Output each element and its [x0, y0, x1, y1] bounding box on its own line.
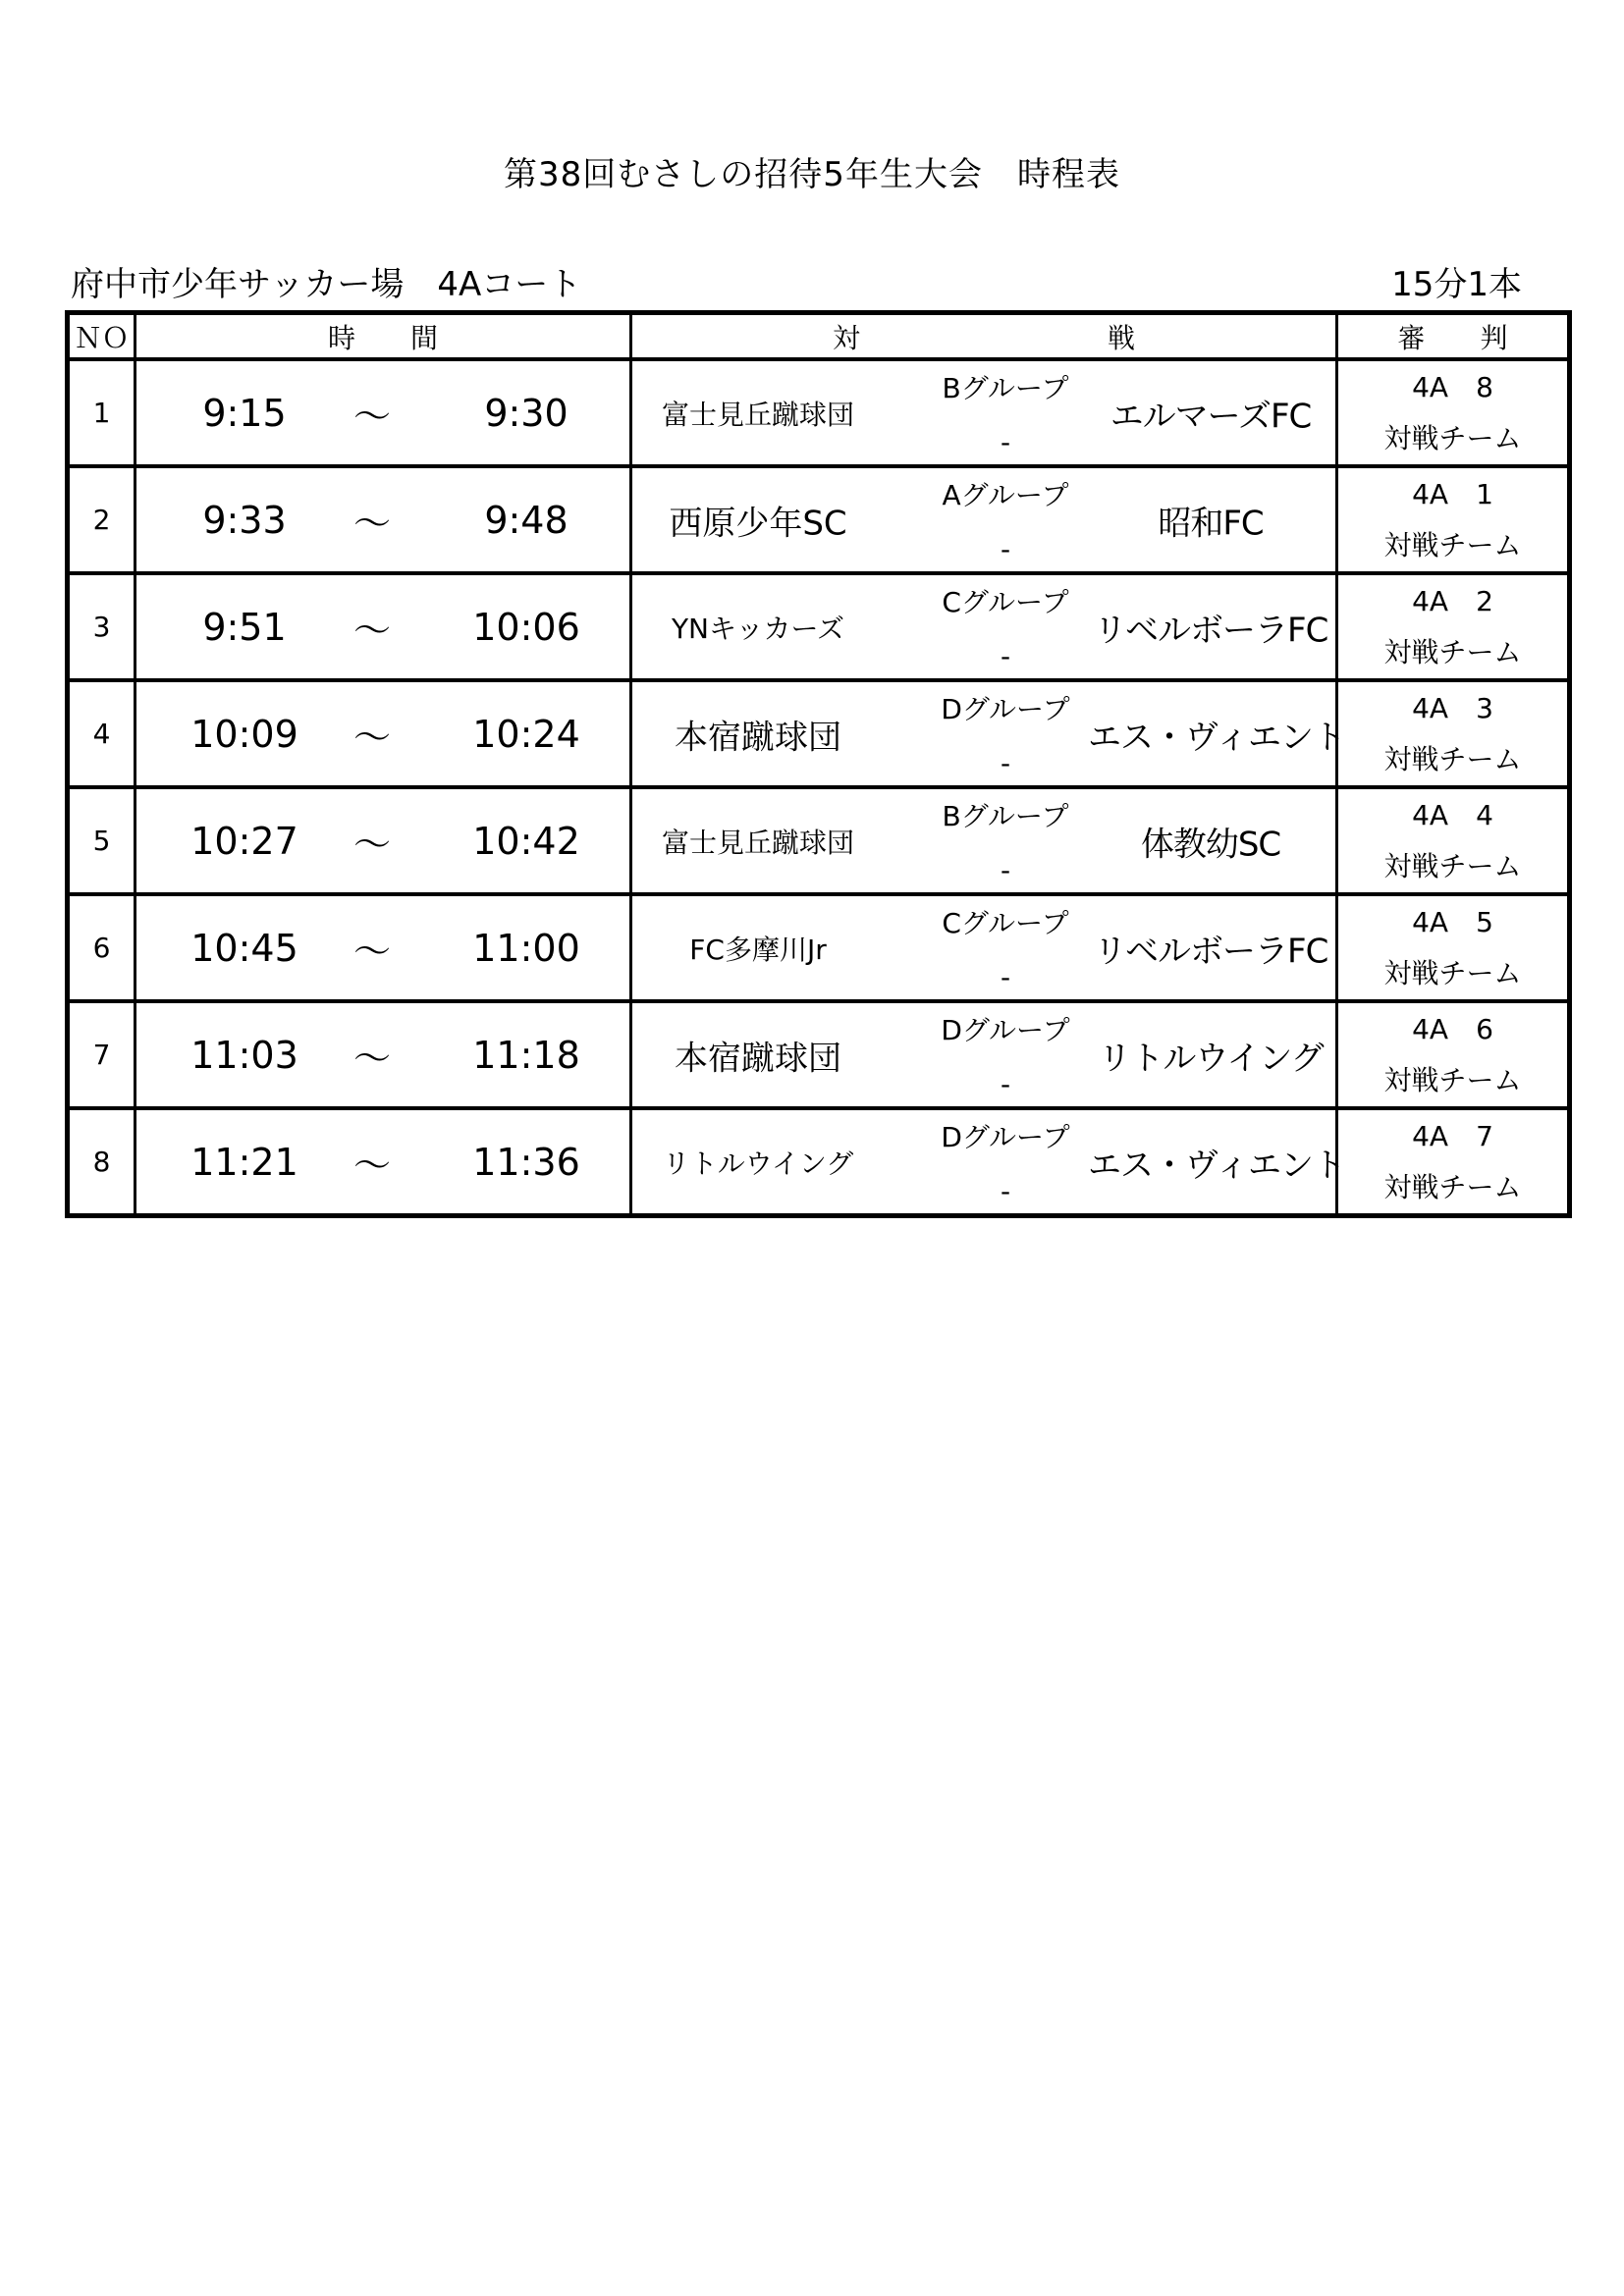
- referee-cell: [1337, 787, 1570, 894]
- away-team: リベルボーラFC: [1093, 932, 1328, 971]
- time-separator: ～: [352, 395, 391, 438]
- match-cell: [631, 1001, 1337, 1108]
- header-time: 時 間: [135, 313, 631, 360]
- end-time: 10:24: [472, 712, 580, 756]
- referee-code: 4A 1: [1412, 477, 1493, 510]
- group-label: Bグループ: [942, 372, 1069, 404]
- match-cell: [631, 359, 1337, 466]
- match-format-label: 15分1本: [1391, 265, 1522, 304]
- time-cell: [135, 466, 631, 573]
- start-time: 11:03: [190, 1033, 298, 1077]
- match-cell: [631, 1108, 1345, 1216]
- home-team: 富士見丘蹴球団: [661, 398, 854, 431]
- referee-label: 対戦チーム: [1383, 421, 1522, 454]
- away-team: エルマーズFC: [1110, 397, 1312, 436]
- end-time: 9:48: [484, 498, 568, 542]
- match-cell: [631, 680, 1345, 787]
- table-row: [68, 680, 1570, 787]
- referee-code: 4A 7: [1412, 1119, 1493, 1152]
- time-separator: ～: [352, 716, 391, 759]
- versus-dash: -: [1000, 640, 1011, 672]
- start-time: 9:15: [202, 391, 287, 435]
- group-label: Cグループ: [942, 907, 1069, 939]
- match-number: 8: [68, 1108, 135, 1216]
- time-separator: ～: [352, 1037, 391, 1080]
- header-referee: 審 判: [1337, 313, 1570, 360]
- away-team: リトルウイング: [1098, 1039, 1324, 1078]
- away-team: 体教幼SC: [1140, 825, 1281, 864]
- referee-label: 対戦チーム: [1383, 1063, 1522, 1096]
- time-cell: [135, 1108, 631, 1216]
- referee-code: 4A 8: [1412, 370, 1493, 403]
- home-team: 本宿蹴球団: [675, 718, 841, 757]
- group-label: Dグループ: [941, 1014, 1070, 1046]
- versus-dash: -: [1000, 854, 1011, 886]
- away-team: 昭和FC: [1158, 504, 1264, 543]
- time-cell: [135, 359, 631, 466]
- home-team: 西原少年SC: [669, 504, 847, 543]
- time-cell: [135, 1001, 631, 1108]
- referee-code: 4A 2: [1412, 584, 1493, 617]
- start-time: 10:27: [190, 819, 298, 863]
- end-time: 10:42: [472, 819, 580, 863]
- match-cell: [631, 573, 1337, 680]
- page-title: 第38回むさしの招待5年生大会 時程表: [504, 155, 1120, 194]
- start-time: 10:09: [190, 712, 298, 756]
- referee-code: 4A 5: [1412, 905, 1493, 938]
- table-row: [68, 894, 1570, 1001]
- referee-cell: [1337, 573, 1570, 680]
- table-row: [68, 573, 1570, 680]
- time-cell: [135, 787, 631, 894]
- time-cell: [135, 680, 631, 787]
- versus-dash: -: [1000, 1175, 1011, 1207]
- table-row: [68, 466, 1570, 573]
- versus-dash: -: [1000, 533, 1011, 565]
- table-row: [68, 787, 1570, 894]
- referee-code: 4A 3: [1412, 691, 1493, 724]
- end-time: 11:00: [472, 926, 580, 970]
- match-number: 1: [68, 359, 135, 466]
- time-separator: ～: [352, 823, 391, 866]
- end-time: 11:18: [472, 1033, 580, 1077]
- referee-cell: [1337, 466, 1570, 573]
- time-cell: [135, 573, 631, 680]
- end-time: 11:36: [472, 1140, 580, 1184]
- home-team: 富士見丘蹴球団: [661, 826, 854, 859]
- home-team: YNキッカーズ: [671, 612, 845, 645]
- table-row: [68, 1108, 1570, 1216]
- referee-cell: [1337, 1108, 1570, 1216]
- group-label: Dグループ: [941, 1121, 1070, 1153]
- time-separator: ～: [352, 609, 391, 652]
- table-header-row: [68, 313, 1570, 360]
- group-label: Bグループ: [942, 800, 1069, 832]
- table-row: [68, 359, 1570, 466]
- referee-label: 対戦チーム: [1383, 528, 1522, 561]
- start-time: 9:51: [202, 605, 287, 649]
- venue-label: 府中市少年サッカー場 4Aコート: [71, 265, 582, 304]
- versus-dash: -: [1000, 1068, 1011, 1100]
- match-number: 6: [68, 894, 135, 1001]
- schedule-table: [65, 310, 1572, 1218]
- group-label: Aグループ: [942, 479, 1069, 511]
- referee-label: 対戦チーム: [1383, 635, 1522, 668]
- referee-label: 対戦チーム: [1383, 956, 1522, 989]
- end-time: 9:30: [484, 391, 568, 435]
- start-time: 10:45: [190, 926, 298, 970]
- match-number: 4: [68, 680, 135, 787]
- referee-cell: [1337, 1001, 1570, 1108]
- time-separator: ～: [352, 1144, 391, 1187]
- referee-cell: [1337, 680, 1570, 787]
- referee-cell: [1337, 894, 1570, 1001]
- referee-label: 対戦チーム: [1383, 1170, 1522, 1203]
- match-number: 2: [68, 466, 135, 573]
- time-separator: ～: [352, 502, 391, 545]
- header-no: ＮＯ: [68, 313, 135, 360]
- table-row: [68, 1001, 1570, 1108]
- time-separator: ～: [352, 930, 391, 973]
- match-number: 3: [68, 573, 135, 680]
- match-number: 7: [68, 1001, 135, 1108]
- match-number: 5: [68, 787, 135, 894]
- group-label: Cグループ: [942, 586, 1069, 618]
- referee-cell: [1337, 359, 1570, 466]
- away-team: リベルボーラFC: [1093, 611, 1328, 650]
- away-team: エス・ヴィエント: [1088, 1146, 1345, 1185]
- time-cell: [135, 894, 631, 1001]
- referee-label: 対戦チーム: [1383, 849, 1522, 882]
- home-team: リトルウイング: [662, 1147, 854, 1180]
- start-time: 11:21: [190, 1140, 298, 1184]
- match-cell: [631, 466, 1337, 573]
- away-team: エス・ヴィエント: [1088, 718, 1345, 757]
- end-time: 10:06: [472, 605, 580, 649]
- referee-label: 対戦チーム: [1383, 742, 1522, 775]
- versus-dash: -: [1000, 426, 1011, 458]
- referee-code: 4A 6: [1412, 1012, 1493, 1045]
- start-time: 9:33: [202, 498, 287, 542]
- group-label: Dグループ: [941, 693, 1070, 725]
- versus-dash: -: [1000, 747, 1011, 779]
- match-cell: [631, 894, 1337, 1001]
- home-team: 本宿蹴球団: [675, 1039, 841, 1078]
- referee-code: 4A 4: [1412, 798, 1493, 831]
- match-cell: [631, 787, 1337, 894]
- header-match: 対 戦: [631, 313, 1337, 360]
- versus-dash: -: [1000, 961, 1011, 993]
- home-team: FC多摩川Jr: [689, 933, 827, 966]
